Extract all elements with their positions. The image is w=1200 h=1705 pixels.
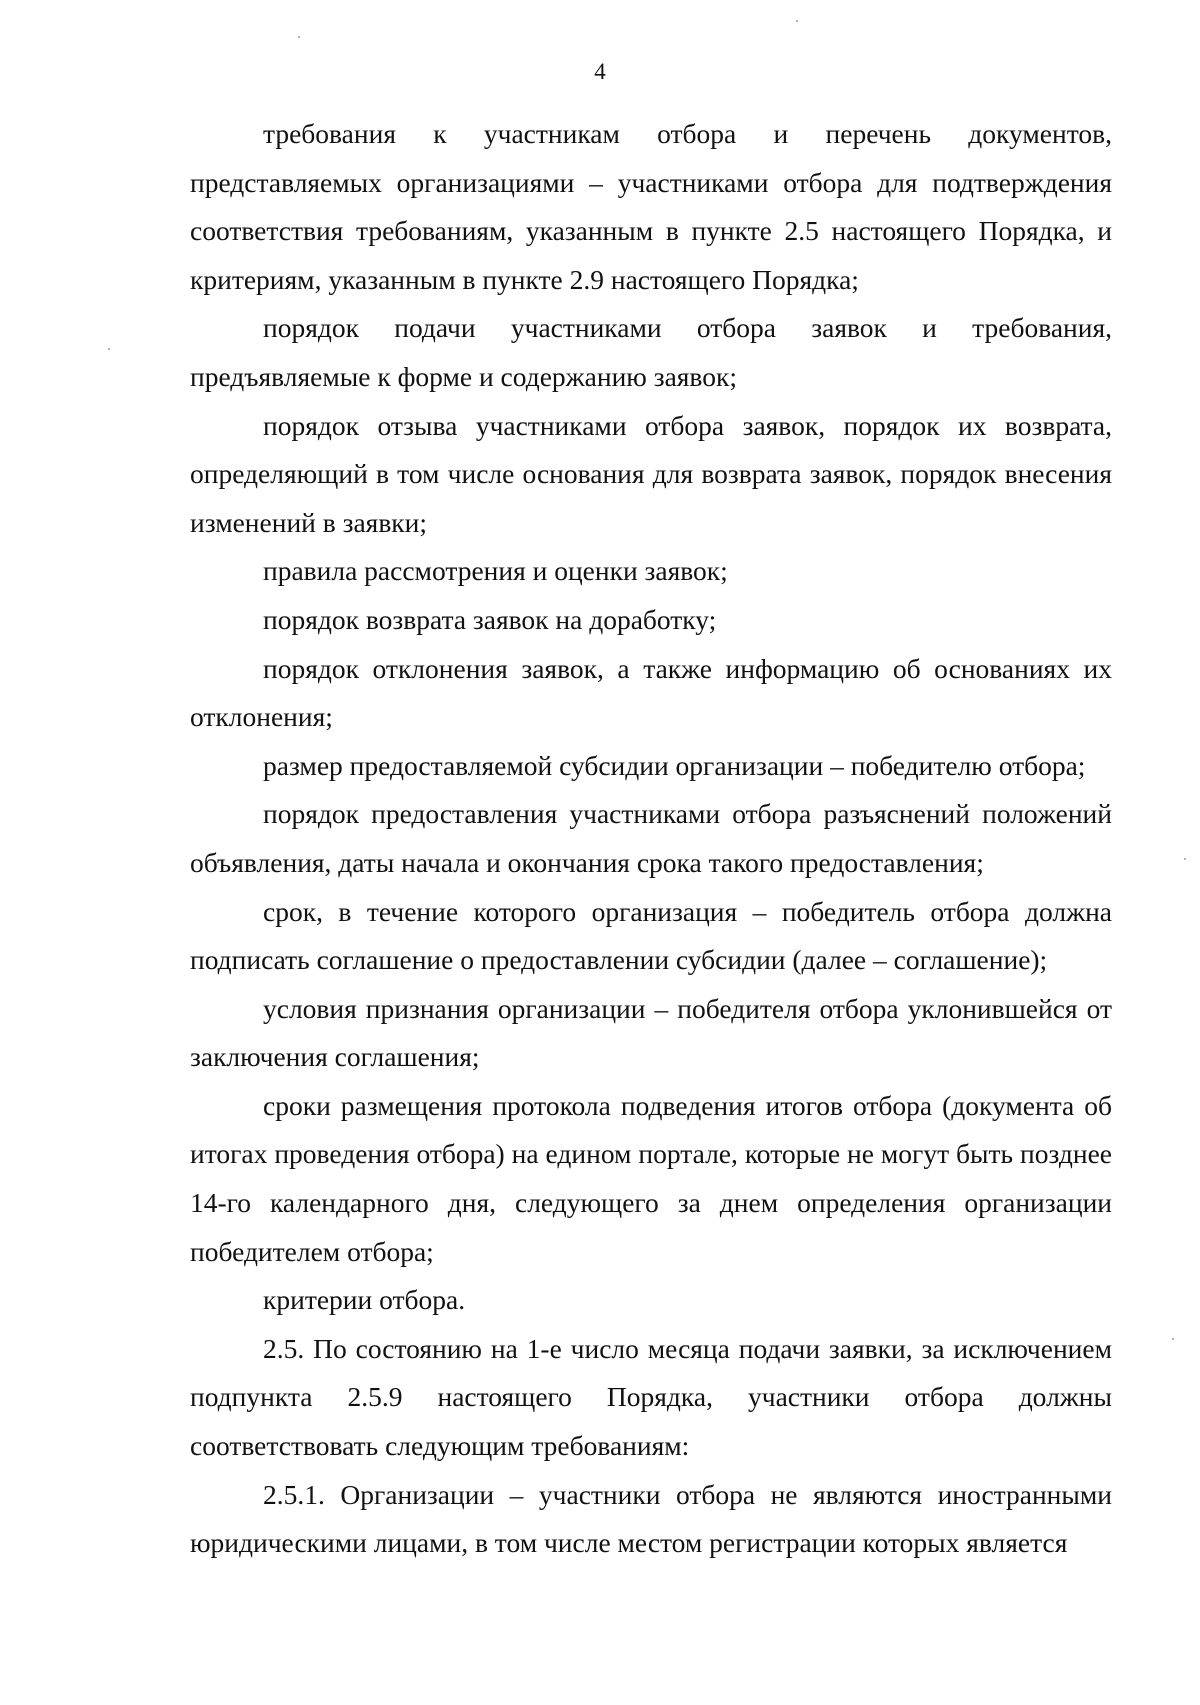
paragraph-section-2-5-1: 2.5.1. Организации – участники отбора не являются иностранными юридическими лицами, в том числе местом регистрации которых является — [190, 1478, 1112, 1559]
document-body — [190, 110, 1112, 1568]
paragraph-agreement-term: срок, в течение которого организация – победитель отбора должна подписать соглашение о предоставлении субсидии (далее – соглашение); — [190, 895, 1112, 976]
paragraph-protocol-publication: сроки размещения протокола подведения итогов отбора (документа об итогах проведения отбора) на едином портале, которые не могут быть позднее 14-го календарного дня, следующего за днем определения организации победителем отбора; — [190, 1089, 1112, 1267]
paragraph-clarifications: порядок предоставления участниками отбора разъяснений положений объявления, даты начала и окончания срока такого предоставления; — [190, 798, 1112, 878]
scan-speck — [1172, 1338, 1174, 1340]
scan-speck — [796, 20, 798, 22]
paragraph-review-rules: правила рассмотрения и оценки заявок; — [263, 555, 728, 587]
paragraph-return-for-revision: порядок возврата заявок на доработку; — [263, 603, 717, 635]
scan-speck — [108, 348, 110, 350]
paragraph-subsidy-amount: размер предоставляемой субсидии организации – победителю отбора; — [263, 749, 1086, 781]
paragraph-section-2-5: 2.5. По состоянию на 1-е число месяца подачи заявки, за исключением подпункта 2.5.9 настоящего Порядка, участники отбора должны соответствовать следующим требованиям: — [190, 1332, 1112, 1462]
paragraph-selection-criteria: критерии отбора. — [263, 1284, 466, 1316]
paragraph-participant-requirements: требования к участникам отбора и перечень документов, представляемых организациями – участниками отбора для подтверждения соответствия требованиям, указанным в пункте 2.5 настоящего Порядка, и критериям, указанным в пункте 2.9 настоящего Порядка; — [190, 118, 1112, 295]
scan-speck — [298, 36, 300, 38]
paragraph-application-withdrawal: порядок отзыва участниками отбора заявок, порядок их возврата, определяющий в том числе основания для возврата заявок, порядок внесения изменений в заявки; — [190, 409, 1112, 538]
paragraph-rejection: порядок отклонения заявок, а также информацию об основаниях их отклонения; — [190, 652, 1112, 733]
paragraph-evasion-conditions: условия признания организации – победителя отбора уклонившейся от заключения соглашения; — [190, 992, 1112, 1073]
page-number: 4 — [594, 59, 606, 84]
paragraph-application-submission: порядок подачи участниками отбора заявок и требования, предъявляемые к форме и содержанию заявок; — [190, 312, 1112, 392]
scan-speck — [1184, 858, 1186, 860]
